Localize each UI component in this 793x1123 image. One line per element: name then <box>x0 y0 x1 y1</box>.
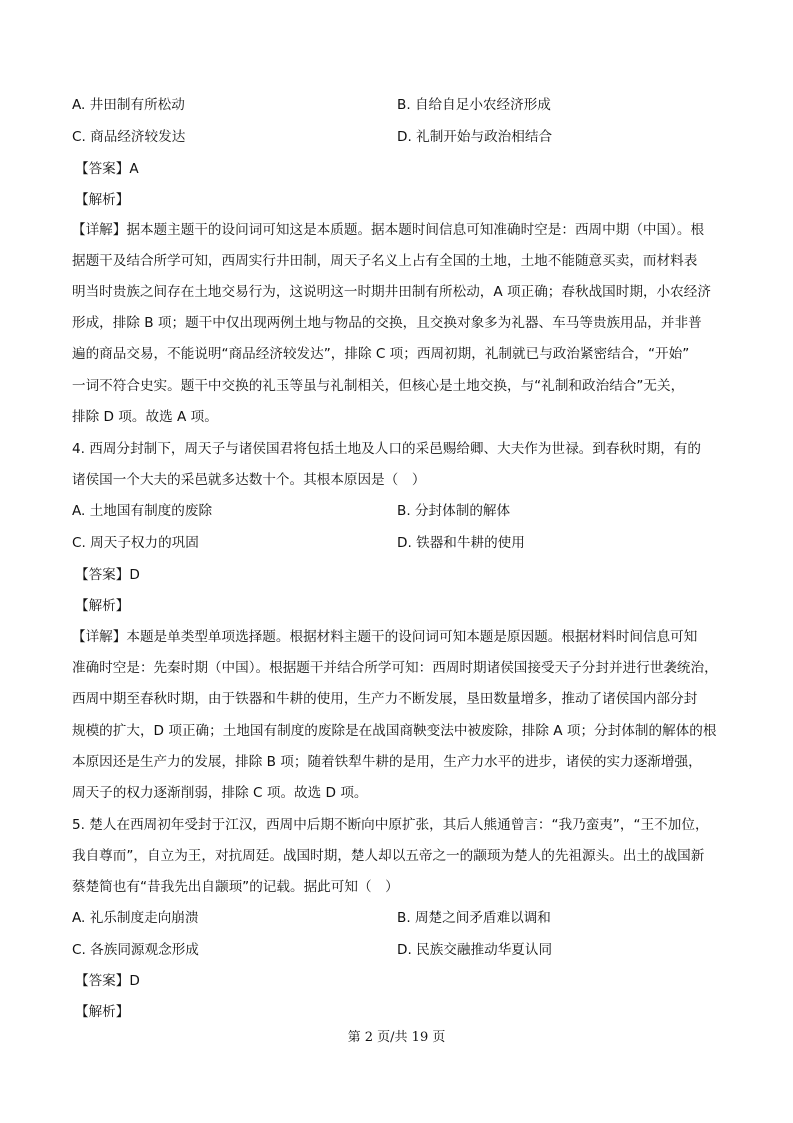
q4-option-c: C. 周天子权力的巩固 <box>72 535 199 551</box>
q5-stem-line: 蔡楚简也有“昔我先出自颛顼”的记载。据此可知（ ） <box>72 879 399 895</box>
q5-answer: 【答案】D <box>75 973 140 989</box>
q3-detail-line: 遍的商品交易，不能说明“商品经济较发达”，排除 C 项；西周初期，礼制就已与政治紧密结合，“开始” <box>72 346 690 362</box>
q4-stem-line: 4. 西周分封制下，周天子与诸侯国君将包括土地及人口的采邑赐给卿、大夫作为世禄。到春秋时期，有的 <box>72 441 702 457</box>
q5-analysis-label: 【解析】 <box>75 1004 130 1020</box>
page-footer: 第 2 页/共 19 页 <box>347 1030 446 1045</box>
q3-detail-line: 据题干及结合所学可知，西周实行井田制，周天子名义上占有全国的土地，土地不能随意买卖，而材料表 <box>72 253 698 269</box>
q4-answer: 【答案】D <box>75 567 140 583</box>
q3-analysis-label: 【解析】 <box>75 192 130 208</box>
q3-detail-line: 一词不符合史实。题干中交换的礼玉等虽与礼制相关，但核心是土地交换，与“礼制和政治结合”无关， <box>72 378 685 394</box>
q3-detail-line: 形成，排除 B 项；题干中仅出现两例土地与物品的交换，且交换对象多为礼器、车马等贵族用品，并非普 <box>72 315 702 331</box>
q4-option-b: B. 分封体制的解体 <box>397 503 511 519</box>
q4-detail-line: 【详解】本题是单类型单项选择题。根据材料主题干的设问词可知本题是原因题。根据材料时间信息可知 <box>72 629 698 645</box>
q3-answer: 【答案】A <box>75 161 139 177</box>
q3-detail-line: 【详解】据本题主题干的设问词可知这是本质题。据本题时间信息可知准确时空是：西周中期（中国）。根 <box>72 222 705 238</box>
q3-option-a: A. 井田制有所松动 <box>72 97 185 113</box>
q4-analysis-label: 【解析】 <box>75 598 130 614</box>
q5-option-c: C. 各族同源观念形成 <box>72 942 199 958</box>
q5-stem-line: 5. 楚人在西周初年受封于江汉，西周中后期不断向中原扩张，其后人熊通曾言：“我乃蛮夷”，“王不加位， <box>72 817 709 833</box>
q5-option-a: A. 礼乐制度走向崩溃 <box>72 910 199 926</box>
q5-option-d: D. 民族交融推动华夏认同 <box>397 942 553 958</box>
q4-detail-line: 周天子的权力逐渐削弱，排除 C 项。故选 D 项。 <box>72 785 368 801</box>
q5-option-b: B. 周楚之间矛盾难以调和 <box>397 910 551 926</box>
q3-option-d: D. 礼制开始与政治相结合 <box>397 129 553 145</box>
q4-option-d: D. 铁器和牛耕的使用 <box>397 535 525 551</box>
q3-detail-line: 排除 D 项。故选 A 项。 <box>72 409 218 425</box>
q5-stem-line: 我自尊而”，自立为王，对抗周廷。战国时期，楚人却以五帝之一的颛顼为楚人的先祖源头。出土的战国新 <box>72 848 705 864</box>
q4-detail-line: 西周中期至春秋时期，由于铁器和牛耕的使用，生产力不断发展，垦田数量增多，推动了诸侯国内部分封 <box>72 691 698 707</box>
q4-detail-line: 本原因还是生产力的发展，排除 B 项；随着铁犁牛耕的是用，生产力水平的进步，诸侯的实力逐渐增强， <box>72 754 702 770</box>
q3-option-c: C. 商品经济较发达 <box>72 129 186 145</box>
q3-detail-line: 明当时贵族之间存在土地交易行为，这说明这一时期井田制有所松动，A 项正确；春秋战国时期，小农经济 <box>72 284 711 300</box>
q3-option-b: B. 自给自足小农经济形成 <box>397 97 551 113</box>
q4-detail-line: 规模的扩大，D 项正确；土地国有制度的废除是在战国商鞅变法中被废除，排除 A 项；分封体制的解体的根 <box>72 723 717 739</box>
q4-detail-line: 准确时空是：先秦时期（中国）。根据题干并结合所学可知：西周时期诸侯国接受天子分封并进行世袭统治， <box>72 660 718 676</box>
q4-option-a: A. 土地国有制度的废除 <box>72 503 213 519</box>
q4-stem-line: 诸侯国一个大夫的采邑就多达数十个。其根本原因是（ ） <box>72 472 426 488</box>
